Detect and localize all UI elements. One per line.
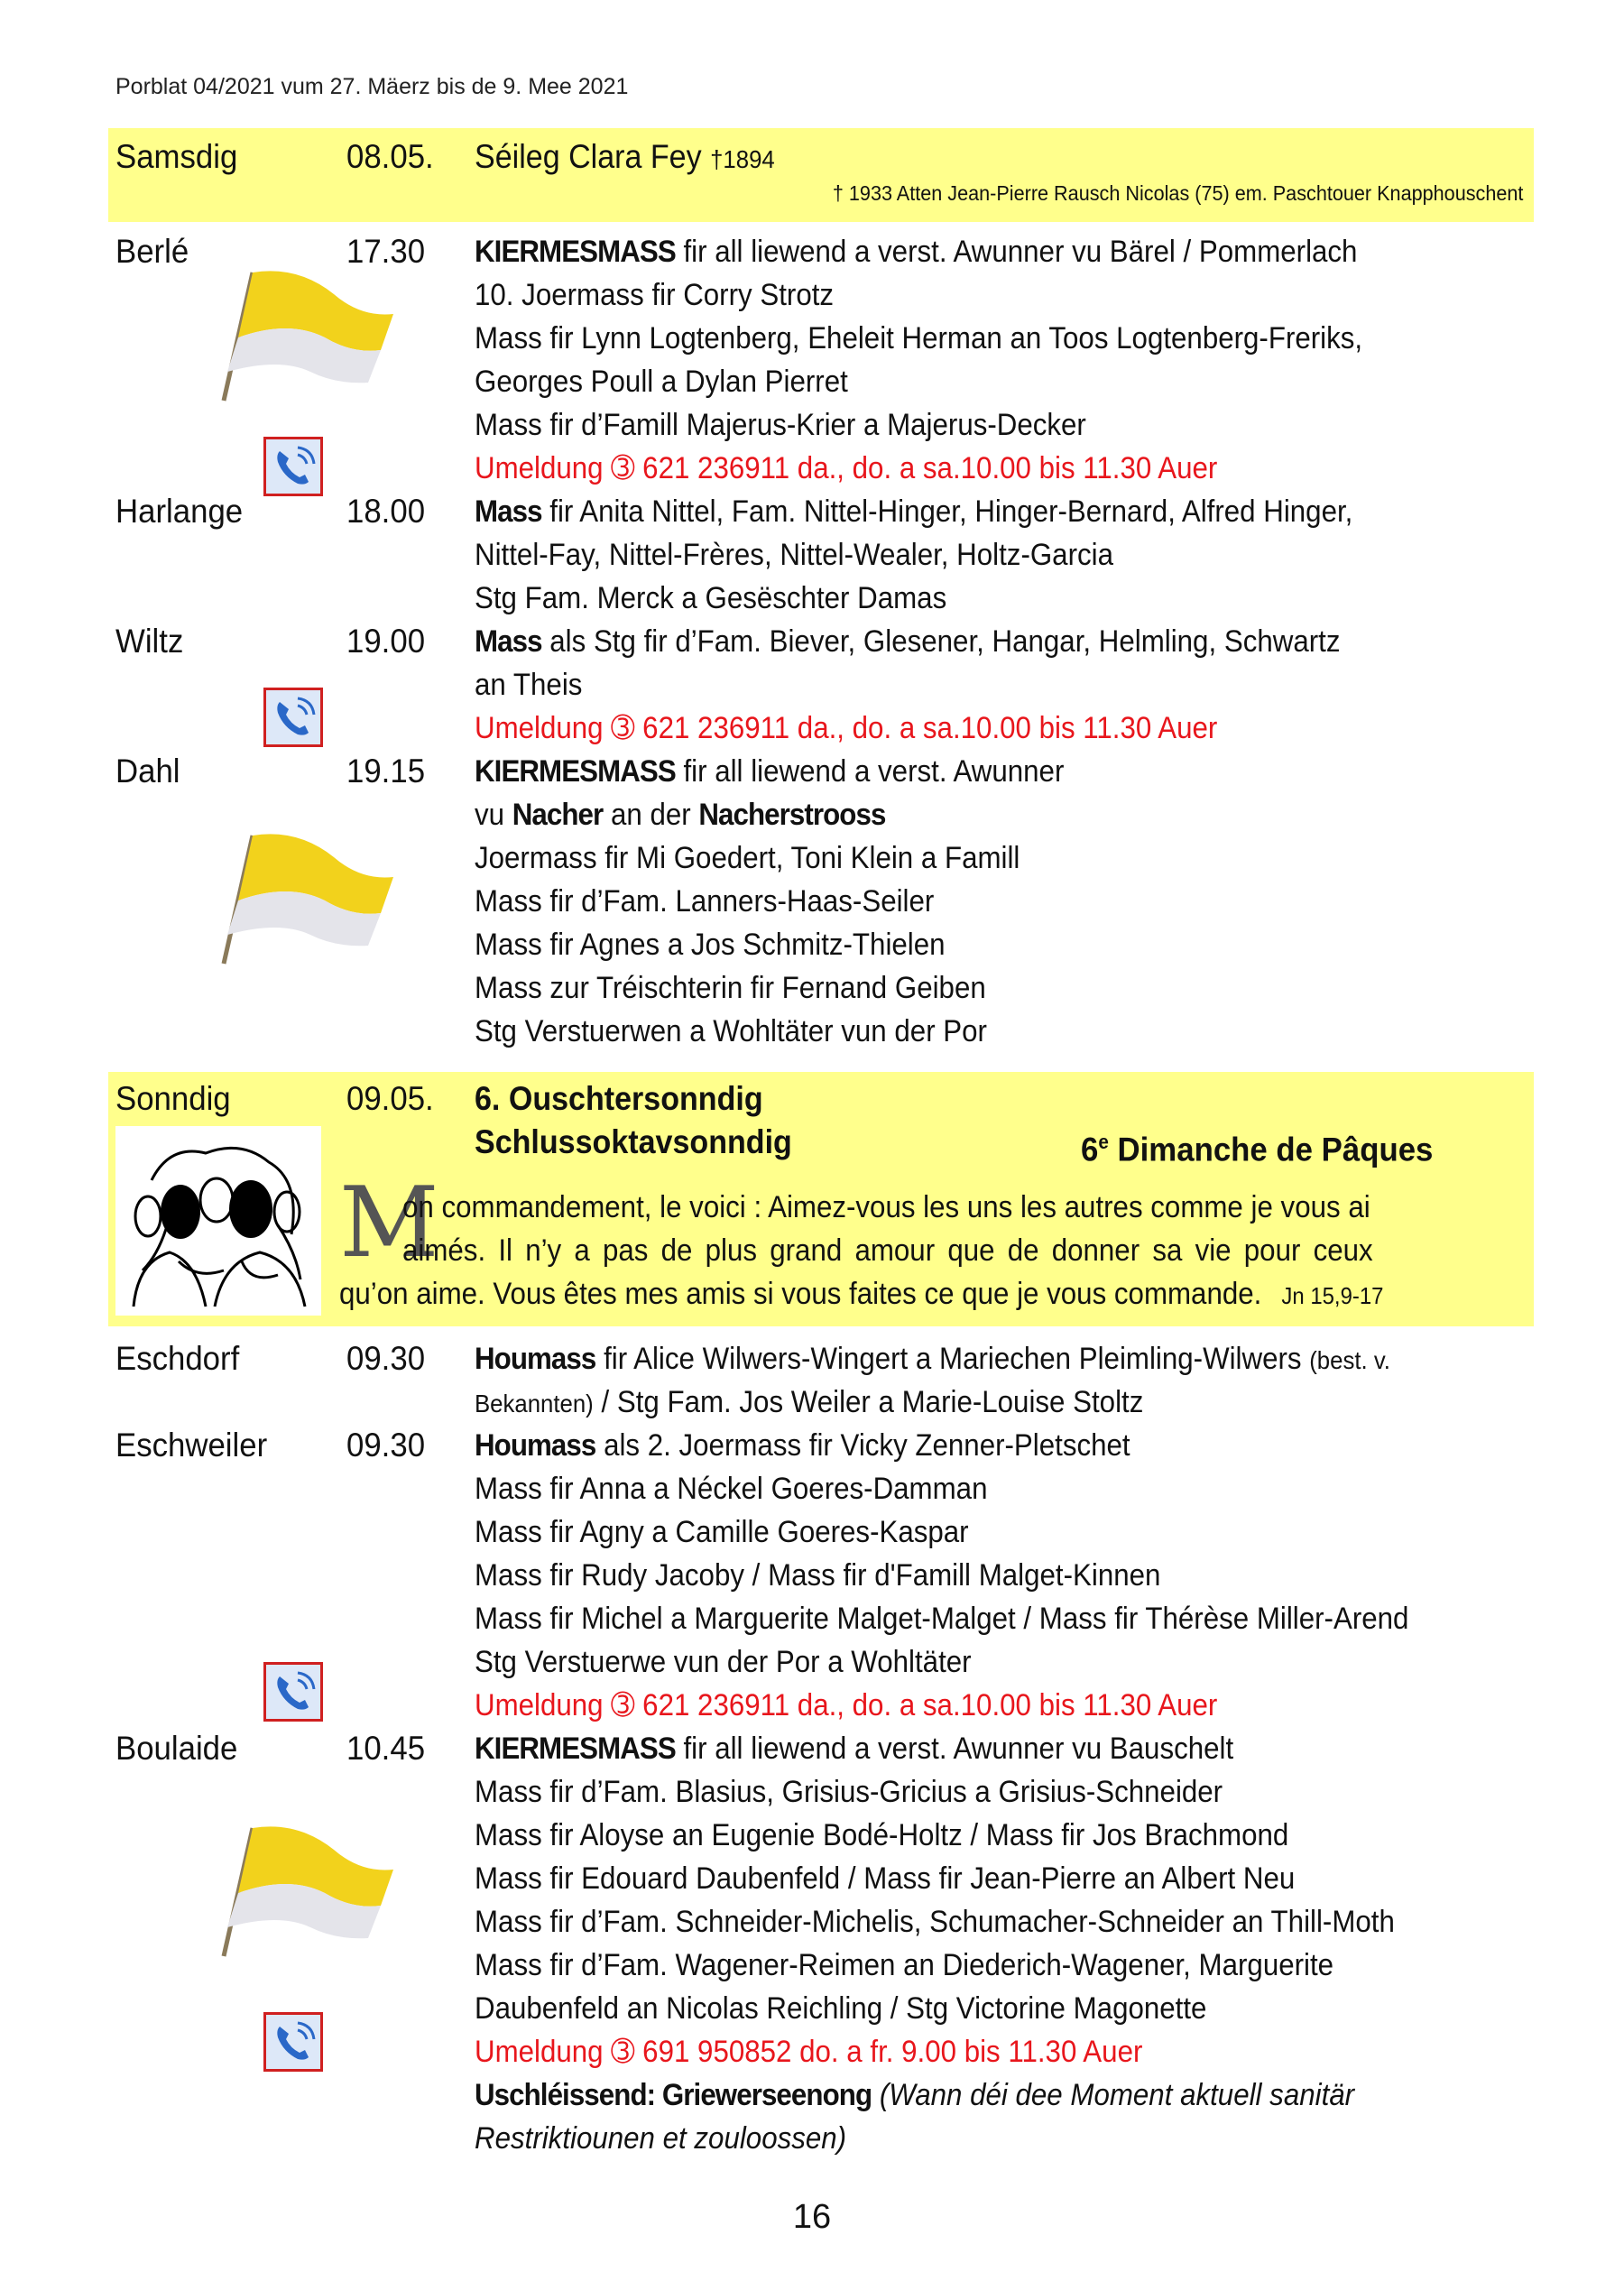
registration-note: Umeldung ➂ 621 236911 da., do. a sa.10.00 bis 11.30 Auer xyxy=(475,451,1218,485)
entry-berle: Berlé 17.30 KIERMESMASS fir all liewend a verst. Awunner vu Bärel / Pommerlach xyxy=(0,230,1624,273)
place-name: Dahl xyxy=(115,753,180,790)
entry-dahl: Dahl 19.15 KIERMESMASS fir all liewend a verst. Awunner xyxy=(0,750,1624,793)
place-name: Eschweiler xyxy=(115,1427,268,1464)
disciples-illustration-icon xyxy=(115,1126,321,1316)
day-name: Samsdig xyxy=(115,138,238,175)
entry-boulaide: Boulaide 10.45 KIERMESMASS fir all liewend a verst. Awunner vu Bauschelt xyxy=(0,1727,1624,1770)
entry-harlange: Harlange 18.00 Mass fir Anita Nittel, Fam. Nittel-Hinger, Hinger-Bernard, Alfred Hinger, xyxy=(0,490,1624,533)
place-name: Berlé xyxy=(115,233,189,270)
church-flag-icon xyxy=(217,267,397,402)
registration-note: Umeldung ➂ 621 236911 da., do. a sa.10.00 bis 11.30 Auer xyxy=(475,711,1218,745)
dropcap-letter: M xyxy=(339,1167,439,1279)
sunday-subtitle: Schlussoktavsonndig xyxy=(475,1123,792,1160)
mass-time: 19.15 xyxy=(346,753,426,790)
day-name: Sonndig xyxy=(115,1080,231,1117)
mass-time: 19.00 xyxy=(346,623,426,660)
entry-wiltz: Wiltz 19.00 Mass als Stg fir d’Fam. Biever, Glesener, Hangar, Helmling, Schwartz xyxy=(0,620,1624,663)
phone-icon xyxy=(263,437,323,496)
place-name: Eschdorf xyxy=(115,1340,240,1377)
mass-time: 09.30 xyxy=(346,1427,426,1464)
mass-time: 09.30 xyxy=(346,1340,426,1377)
registration-note: Umeldung ➂ 621 236911 da., do. a sa.10.00 bis 11.30 Auer xyxy=(475,1688,1218,1722)
phone-icon xyxy=(263,2012,323,2072)
registration-note: Umeldung ➂ 691 950852 do. a fr. 9.00 bis 11.30 Auer xyxy=(475,2035,1143,2069)
page-number: 16 xyxy=(792,2198,832,2236)
entry-eschweiler: Eschweiler 09.30 Houmass als 2. Joermass fir Vicky Zenner-Pletschet xyxy=(0,1424,1624,1467)
day-header-saturday xyxy=(0,135,1624,179)
mass-time: 10.45 xyxy=(346,1730,426,1767)
entry-eschdorf: Eschdorf 09.30 Houmass fir Alice Wilwers-Wingert a Mariechen Pleimling-Wilwers (best. v. xyxy=(0,1337,1624,1381)
mass-time: 18.00 xyxy=(346,493,426,530)
mass-time: 17.30 xyxy=(346,233,426,270)
church-flag-icon xyxy=(217,1823,397,1958)
saint-of-day: Séileg Clara Fey †1894 xyxy=(475,138,775,175)
place-name: Harlange xyxy=(115,493,244,530)
sunday-title-french: 6e Dimanche de Pâques xyxy=(1081,1131,1434,1168)
page-header: Porblat 04/2021 vum 27. Mäerz bis de 9. Mee 2021 xyxy=(115,74,629,99)
day-date: 08.05. xyxy=(346,138,434,175)
place-name: Wiltz xyxy=(115,623,184,660)
phone-icon xyxy=(263,688,323,747)
day-date: 09.05. xyxy=(346,1080,434,1117)
church-flag-icon xyxy=(217,830,397,965)
sunday-title: 6. Ouschtersonndig xyxy=(475,1080,763,1117)
place-name: Boulaide xyxy=(115,1730,238,1767)
obituary-note: † 1933 Atten Jean-Pierre Rausch Nicolas (75) em. Paschtouer Knapphouschent xyxy=(832,181,1523,205)
phone-icon xyxy=(263,1662,323,1722)
bible-reference: Jn 15,9-17 xyxy=(1281,1282,1384,1309)
day-header-sunday xyxy=(0,1077,1624,1121)
